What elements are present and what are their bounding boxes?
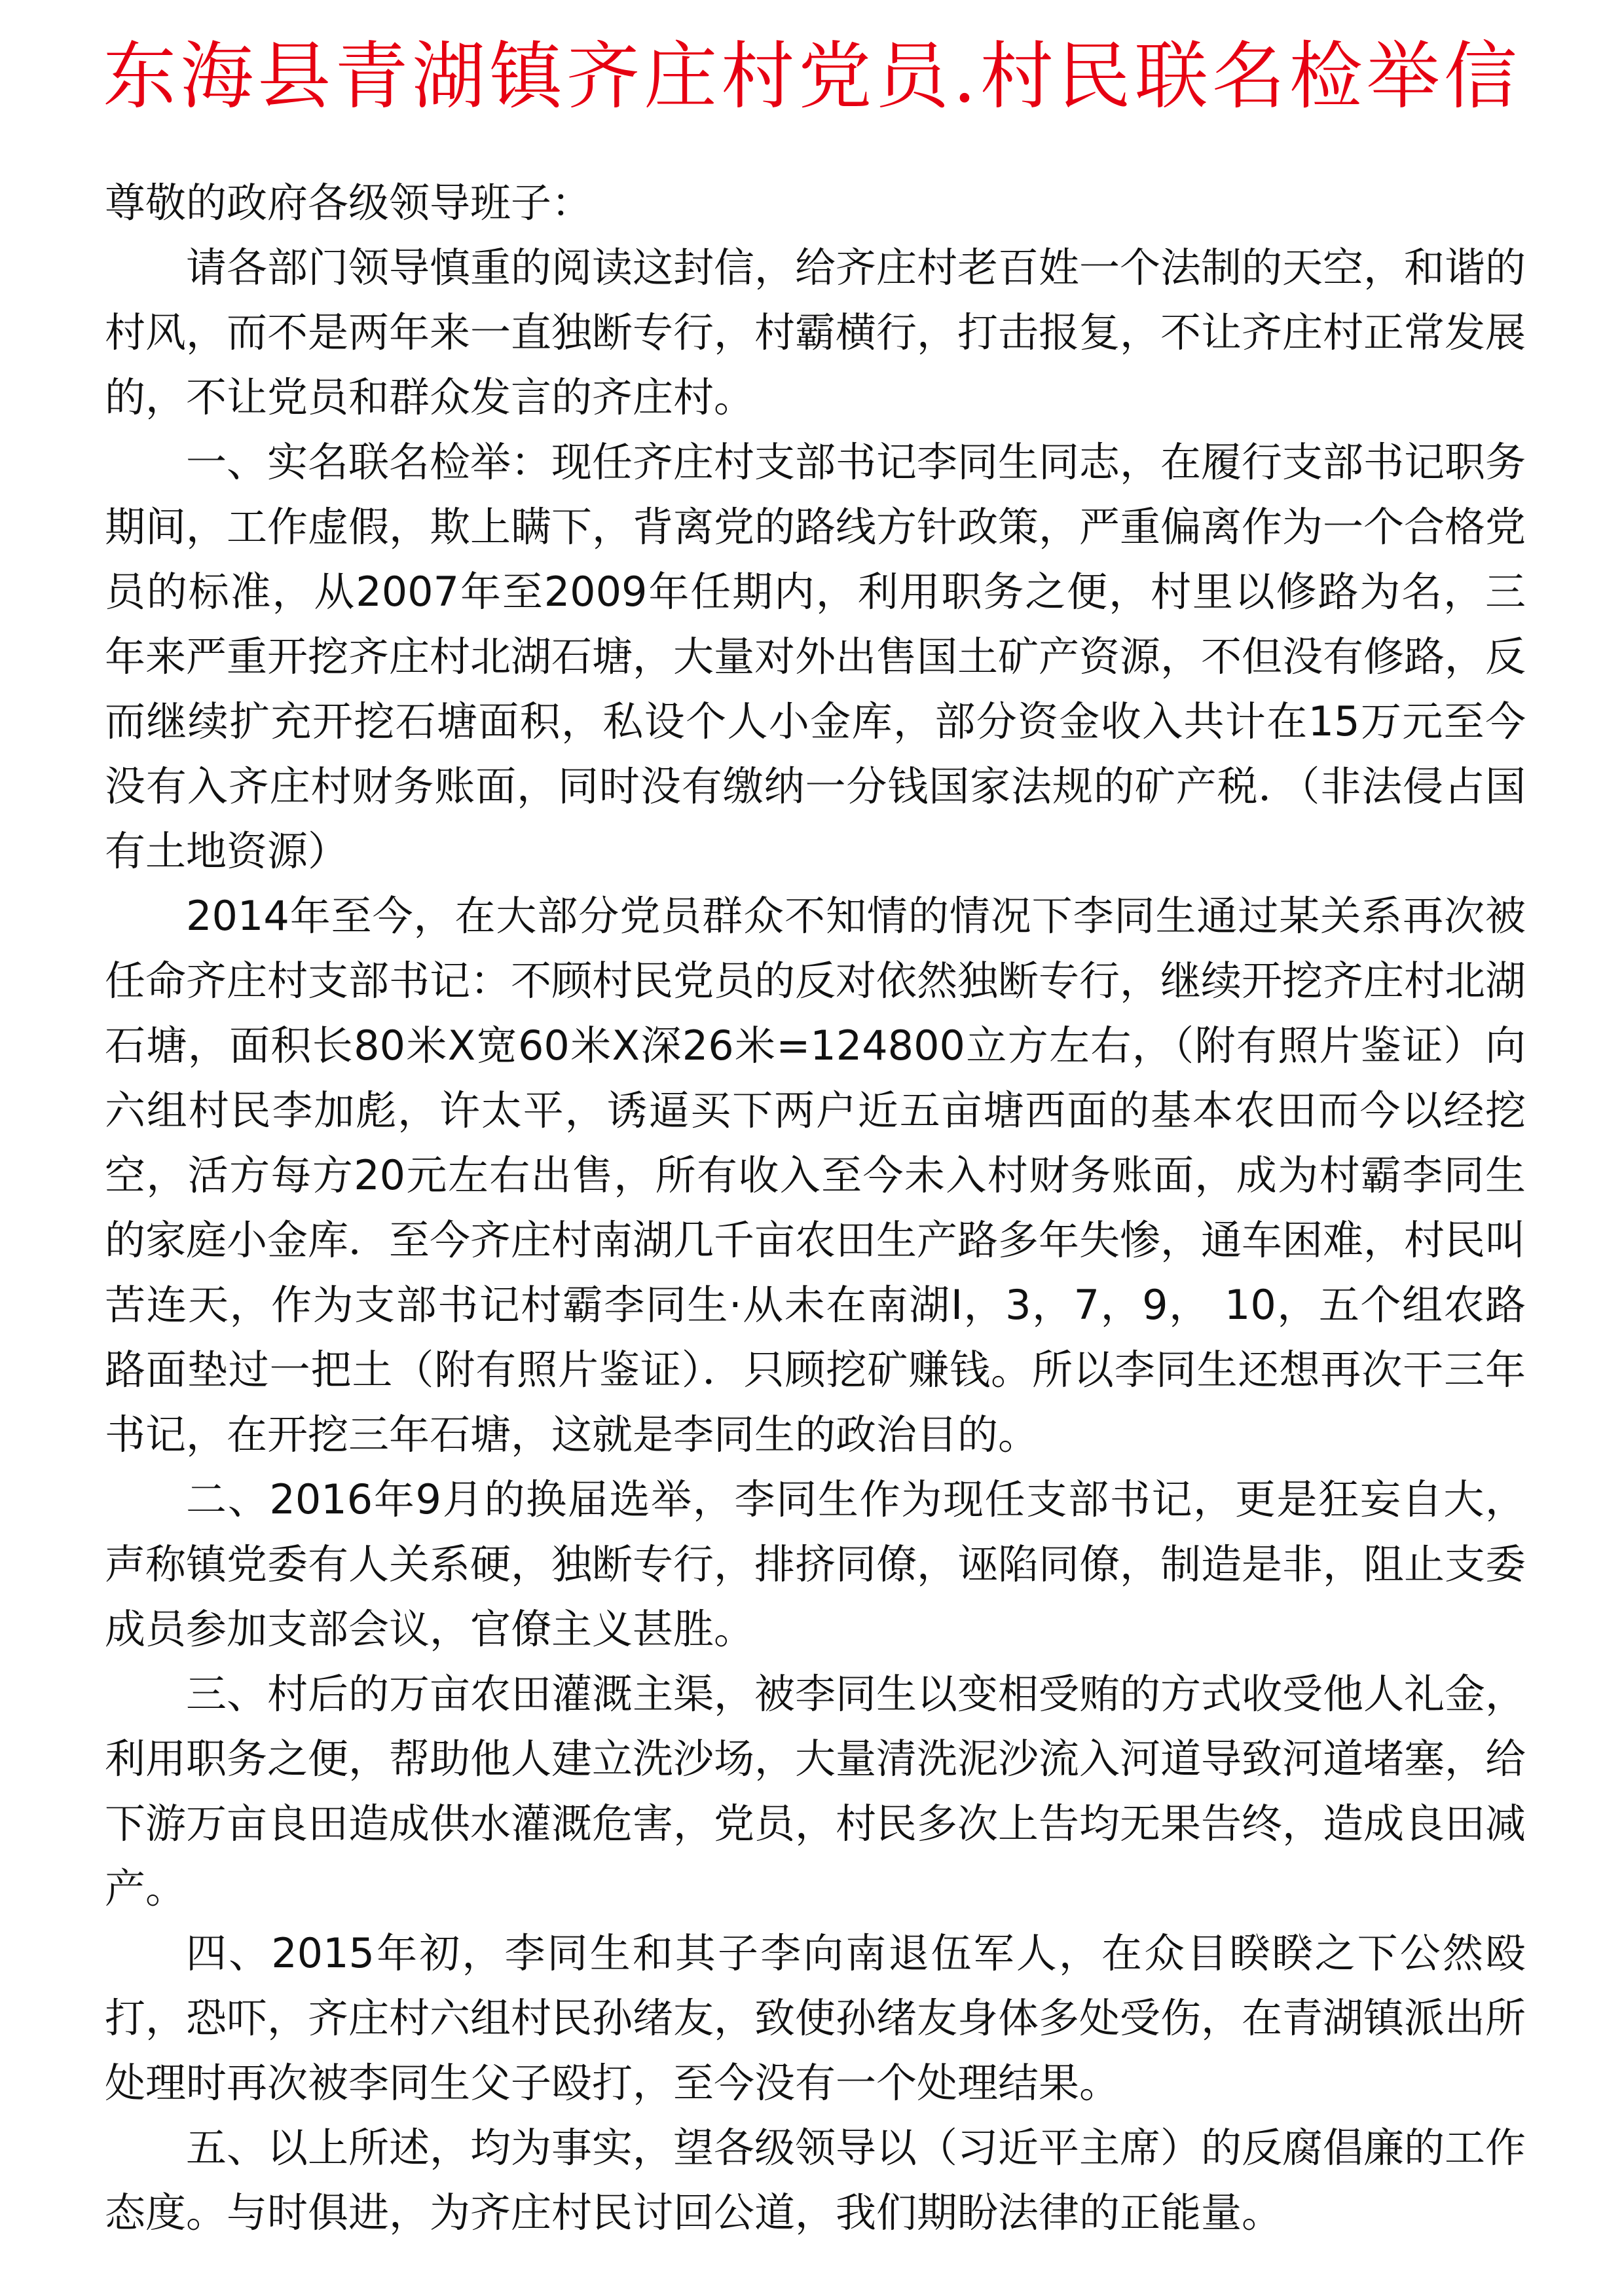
salutation: 尊敬的政府各级领导班子： (105, 179, 593, 227)
paragraph-item-4: 四、2015年初，李同生和其子李向南退伍军人，在众目睽睽之下公然殴打，恐吓，齐庄村六组村民孙绪友，致使孙绪友身体多处受伤，在青湖镇派出所处理时再次被李同生父子殴打，至今没有一个处理结果。 (105, 1929, 1526, 2107)
paragraph-intro: 请各部门领导慎重的阅读这封信，给齐庄村老百姓一个法制的天空，和谐的村风，而不是两年来一直独断专行，村霸横行，打击报复，不让齐庄村正常发展的，不让党员和群众发言的齐庄村。 (105, 244, 1526, 421)
paragraph-item-5: 五、以上所述，均为事实，望各级领导以（习近平主席）的反腐倡廉的工作态度。与时俱进，为齐庄村民讨回公道，我们期盼法律的正能量。 (105, 2124, 1526, 2236)
paragraph-item-1: 一、实名联名检举：现任齐庄村支部书记李同生同志，在履行支部书记职务期间，工作虚假，欺上瞒下，背离党的路线方针政策，严重偏离作为一个合格党员的标准，从2007年至2009年任期内，利用职务之便，村里以修路为名，三年来严重开挖齐庄村北湖石塘，大量对外出售国土矿产资源，不但没有修路，反而继续扩充开挖石塘面积，私设个人小金库，部分资金收入共计在15万元至今没有入齐庄村财务账面，同时没有缴纳一分钱国家法规的矿产税．（非法侵占国有土地资源） (105, 438, 1526, 875)
paragraph-item-1-continued: 2014年至今，在大部分党员群众不知情的情况下李同生通过某关系再次被任命齐庄村支部书记：不顾村民党员的反对依然独断专行，继续开挖齐庄村北湖石塘，面积长80米X宽60米X深26米=124800立方左右，（附有照片鉴证）向六组村民李加彪，许太平，诱逼买下两户近五亩塘西面的基本农田而今以经挖空，活方每方20元左右出售，所有收入至今未入村财务账面，成为村霸李同生的家庭小金库．至今齐庄村南湖几千亩农田生产路多年失惨，通车困难，村民叫苦连天，作为支部书记村霸李同生·从未在南湖I，3，7，9， 10，五个组农路路面垫过一把土（附有照片鉴证）．只顾挖矿赚钱。所以李同生还想再次干三年书记，在开挖三年石塘，这就是李同生的政治目的。 (105, 892, 1526, 1458)
paragraph-item-3: 三、村后的万亩农田灌溉主渠，被李同生以变相受贿的方式收受他人礼金，利用职务之便，帮助他人建立洗沙场，大量清洗泥沙流入河道导致河道堵塞，给下游万亩良田造成供水灌溉危害，党员，村民多次上告均无果告终，造成良田减产。 (105, 1670, 1526, 1912)
letter-body (105, 170, 1526, 2245)
letter-title: 东海县青湖镇齐庄村党员.村民联名检举信 (103, 34, 1521, 119)
paragraph-item-2: 二、2016年9月的换届选举，李同生作为现任支部书记，更是狂妄自大，声称镇党委有人关系硬，独断专行，排挤同僚，诬陷同僚，制造是非，阻止支委成员参加支部会议，官僚主义甚胜。 (105, 1475, 1526, 1653)
